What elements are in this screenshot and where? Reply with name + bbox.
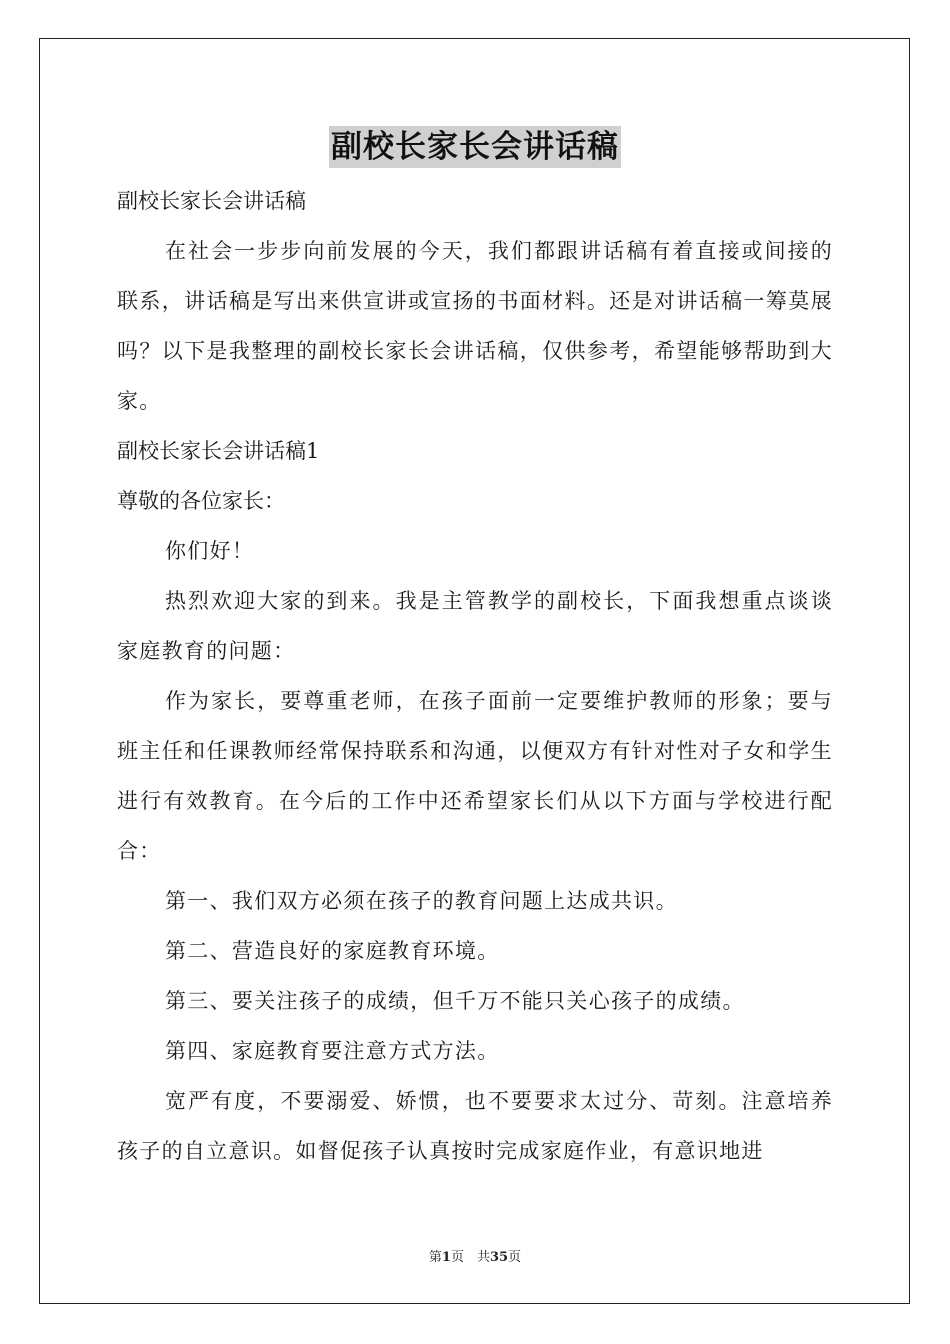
list-item: 第四、家庭教育要注意方式方法。 <box>165 1039 500 1063</box>
list-item: 第一、我们双方必须在孩子的教育问题上达成共识。 <box>165 889 678 913</box>
paragraph: 作为家长，要尊重老师，在孩子面前一定要维护教师的形象；要与班主任和任课教师经常保持联系和沟通，以便双方有针对性对子女和学生进行有效教育。在今后的工作中还希望家长们从以下方面与学校进行配合： <box>117 689 833 863</box>
salutation: 尊敬的各位家长： <box>117 489 285 513</box>
footer-suffix: 页 <box>508 1250 522 1265</box>
footer-prefix: 第 <box>428 1250 442 1265</box>
paragraph: 副校长家长会讲话稿 <box>117 189 306 213</box>
current-page-number: 1 <box>441 1250 451 1265</box>
document-title: 副校长家长会讲话稿 <box>329 126 621 168</box>
paragraph: 热烈欢迎大家的到来。我是主管教学的副校长，下面我想重点谈谈家庭教育的问题： <box>117 589 833 663</box>
document-body <box>117 176 833 1176</box>
paragraph: 在社会一步步向前发展的今天，我们都跟讲话稿有着直接或间接的联系，讲话稿是写出来供宣讲或宣扬的书面材料。还是对讲话稿一筹莫展吗？以下是我整理的副校长家长会讲话稿，仅供参考，希望能够帮助到大家。 <box>117 239 833 413</box>
paragraph: 宽严有度，不要溺爱、娇惯，也不要要求太过分、苛刻。注意培养孩子的自立意识。如督促孩子认真按时完成家庭作业，有意识地进 <box>117 1089 833 1163</box>
page-footer <box>0 1246 950 1265</box>
paragraph: 你们好！ <box>165 539 255 563</box>
section-heading: 副校长家长会讲话稿1 <box>117 439 320 463</box>
title-container <box>0 126 950 168</box>
total-pages-number: 35 <box>489 1250 509 1265</box>
list-item: 第二、营造良好的家庭教育环境。 <box>165 939 500 963</box>
list-item: 第三、要关注孩子的成绩，但千万不能只关心孩子的成绩。 <box>165 989 745 1013</box>
footer-mid: 页 共 <box>450 1250 490 1265</box>
